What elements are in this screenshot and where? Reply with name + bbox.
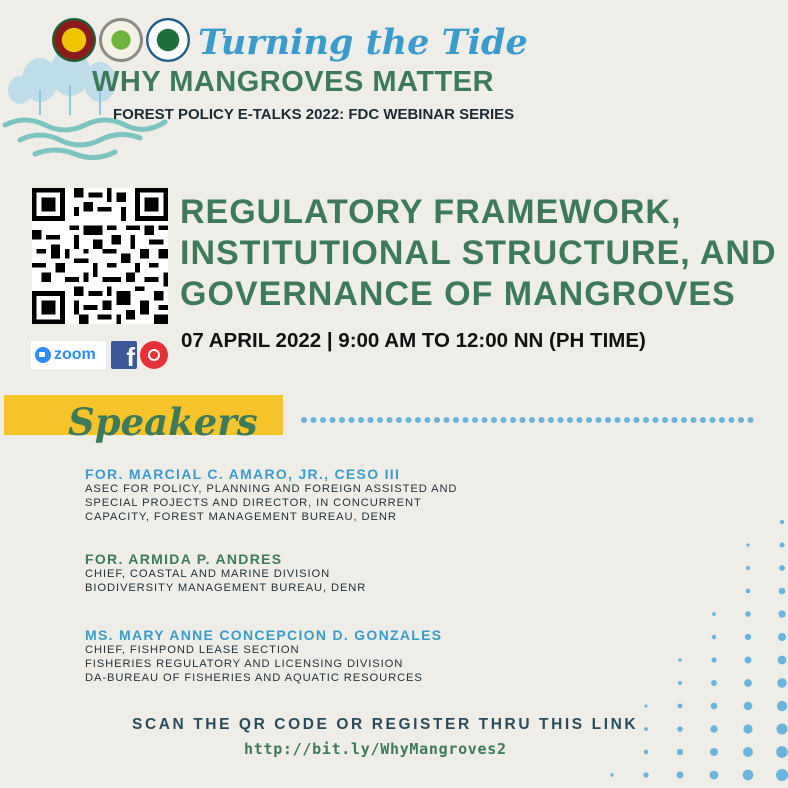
pattern-dot <box>711 657 716 662</box>
divider-dot <box>349 417 355 423</box>
divider-dot <box>482 417 488 423</box>
registration-qr-code[interactable] <box>32 188 168 324</box>
pattern-dot <box>678 658 681 661</box>
divider-dot <box>567 417 573 423</box>
speaker-position: DA-BUREAU OF FISHERIES AND AQUATIC RESOURCES <box>85 672 423 684</box>
divider-dot <box>558 417 564 423</box>
speaker-position: CHIEF, COASTAL AND MARINE DIVISION <box>85 568 331 580</box>
pattern-dot <box>743 747 753 757</box>
divider-dot <box>729 417 735 423</box>
pattern-dot <box>710 771 719 780</box>
pattern-dot <box>712 612 716 616</box>
divider-dot <box>368 417 374 423</box>
divider-dot <box>501 417 507 423</box>
speaker-position: CHIEF, FISHPOND LEASE SECTION <box>85 644 300 656</box>
pattern-dot <box>777 724 788 735</box>
divider-dot <box>710 417 716 423</box>
pattern-dot <box>779 542 784 547</box>
pattern-dot <box>677 726 683 732</box>
divider-dot <box>748 417 754 423</box>
pattern-dot <box>678 704 683 709</box>
pattern-dot <box>780 520 784 524</box>
event-title-line: REGULATORY FRAMEWORK, <box>180 193 682 231</box>
speaker-position: ASEC FOR POLICY, PLANNING AND FOREIGN ASSISTED AND <box>85 483 458 495</box>
pattern-dot <box>643 772 648 777</box>
divider-dot <box>596 417 602 423</box>
registration-link[interactable]: http://bit.ly/WhyMangroves2 <box>244 740 507 758</box>
pattern-dot <box>777 678 787 688</box>
speaker-card <box>85 551 366 595</box>
speaker-name: FOR. MARCIAL C. AMARO, JR., CESO III <box>85 466 401 482</box>
pattern-dot <box>710 725 717 732</box>
divider-dot <box>453 417 459 423</box>
divider-dot <box>472 417 478 423</box>
divider-dot <box>491 417 497 423</box>
divider-dot <box>320 417 326 423</box>
divider-dot <box>311 417 317 423</box>
divider-dot <box>719 417 725 423</box>
pattern-dot <box>777 701 787 711</box>
divider-dot <box>615 417 621 423</box>
divider-dot <box>301 417 307 423</box>
college-seal-logo <box>99 18 143 62</box>
divider-dot <box>444 417 450 423</box>
pattern-dot <box>711 703 718 710</box>
pattern-dot <box>779 588 786 595</box>
divider-dot <box>672 417 678 423</box>
divider-dot <box>425 417 431 423</box>
divider-dot <box>415 417 421 423</box>
pattern-dot <box>711 680 717 686</box>
pattern-dot <box>743 770 754 781</box>
pattern-dot <box>676 771 683 778</box>
pattern-dot <box>678 681 682 685</box>
speaker-name: FOR. ARMIDA P. ANDRES <box>85 551 283 567</box>
divider-dot <box>377 417 383 423</box>
divider-dot <box>510 417 516 423</box>
speaker-position: FISHERIES REGULATORY AND LICENSING DIVISION <box>85 658 404 670</box>
pattern-dot <box>610 773 613 776</box>
divider-dot <box>624 417 630 423</box>
speaker-name: MS. MARY ANNE CONCEPCION D. GONZALES <box>85 627 443 643</box>
call-to-action: SCAN THE QR CODE OR REGISTER THRU THIS LINK <box>132 716 639 733</box>
pattern-dot <box>743 724 752 733</box>
pattern-dot <box>644 704 647 707</box>
pattern-dot <box>778 610 785 617</box>
divider-dot <box>396 417 402 423</box>
pattern-dot <box>644 750 649 755</box>
dotted-divider <box>300 416 760 424</box>
pattern-dot <box>776 769 788 781</box>
speaker-position: SPECIAL PROJECTS AND DIRECTOR, IN CONCURRENT <box>85 497 422 509</box>
pattern-dot <box>778 656 787 665</box>
divider-dot <box>700 417 706 423</box>
event-title-line: INSTITUTIONAL STRUCTURE, AND <box>180 234 777 272</box>
divider-dot <box>634 417 640 423</box>
pattern-dot <box>746 589 751 594</box>
fdc-seal-logo <box>146 18 190 62</box>
speaker-position: BIODIVERSITY MANAGEMENT BUREAU, DENR <box>85 582 367 594</box>
facebook-icon[interactable]: f <box>111 341 137 369</box>
divider-dot <box>406 417 412 423</box>
divider-dot <box>358 417 364 423</box>
pattern-dot <box>744 679 752 687</box>
up-seal-logo <box>52 18 96 62</box>
pattern-dot <box>644 727 648 731</box>
live-stream-icon[interactable] <box>140 341 168 369</box>
divider-dot <box>653 417 659 423</box>
divider-dot <box>548 417 554 423</box>
zoom-badge[interactable] <box>31 341 106 369</box>
divider-dot <box>577 417 583 423</box>
divider-dot <box>463 417 469 423</box>
speakers-heading: Speakers <box>68 400 258 444</box>
pattern-dot <box>744 702 752 710</box>
divider-dot <box>434 417 440 423</box>
divider-dot <box>586 417 592 423</box>
divider-dot <box>681 417 687 423</box>
pattern-dot <box>710 748 718 756</box>
pattern-dot <box>677 749 683 755</box>
divider-dot <box>662 417 668 423</box>
speaker-card <box>85 466 457 524</box>
divider-dot <box>330 417 336 423</box>
pattern-dot <box>712 635 716 639</box>
event-title-line: GOVERNANCE OF MANGROVES <box>180 275 736 313</box>
speaker-position: CAPACITY, FOREST MANAGEMENT BUREAU, DENR <box>85 511 397 523</box>
decorative-dot-pattern <box>560 510 788 788</box>
zoom-label: zoom <box>54 346 96 363</box>
event-title <box>180 192 777 315</box>
divider-dot <box>387 417 393 423</box>
divider-dot <box>339 417 345 423</box>
divider-dot <box>539 417 545 423</box>
pattern-dot <box>746 543 749 546</box>
pattern-dot <box>745 634 751 640</box>
main-title: WHY MANGROVES MATTER <box>92 66 495 98</box>
divider-dot <box>643 417 649 423</box>
pattern-dot <box>745 657 752 664</box>
script-title: Turning the Tide <box>198 22 528 63</box>
divider-dot <box>529 417 535 423</box>
pattern-dot <box>745 611 750 616</box>
divider-dot <box>691 417 697 423</box>
divider-dot <box>520 417 526 423</box>
divider-dot <box>605 417 611 423</box>
series-subtitle: FOREST POLICY E-TALKS 2022: FDC WEBINAR SERIES <box>113 106 515 123</box>
pattern-dot <box>779 565 785 571</box>
zoom-icon <box>35 347 51 363</box>
pattern-dot <box>746 566 750 570</box>
divider-dot <box>738 417 744 423</box>
pattern-dot <box>776 746 788 758</box>
speaker-card <box>85 627 442 685</box>
pattern-dot <box>778 633 786 641</box>
event-datetime: 07 APRIL 2022 | 9:00 AM TO 12:00 NN (PH TIME) <box>181 329 646 352</box>
